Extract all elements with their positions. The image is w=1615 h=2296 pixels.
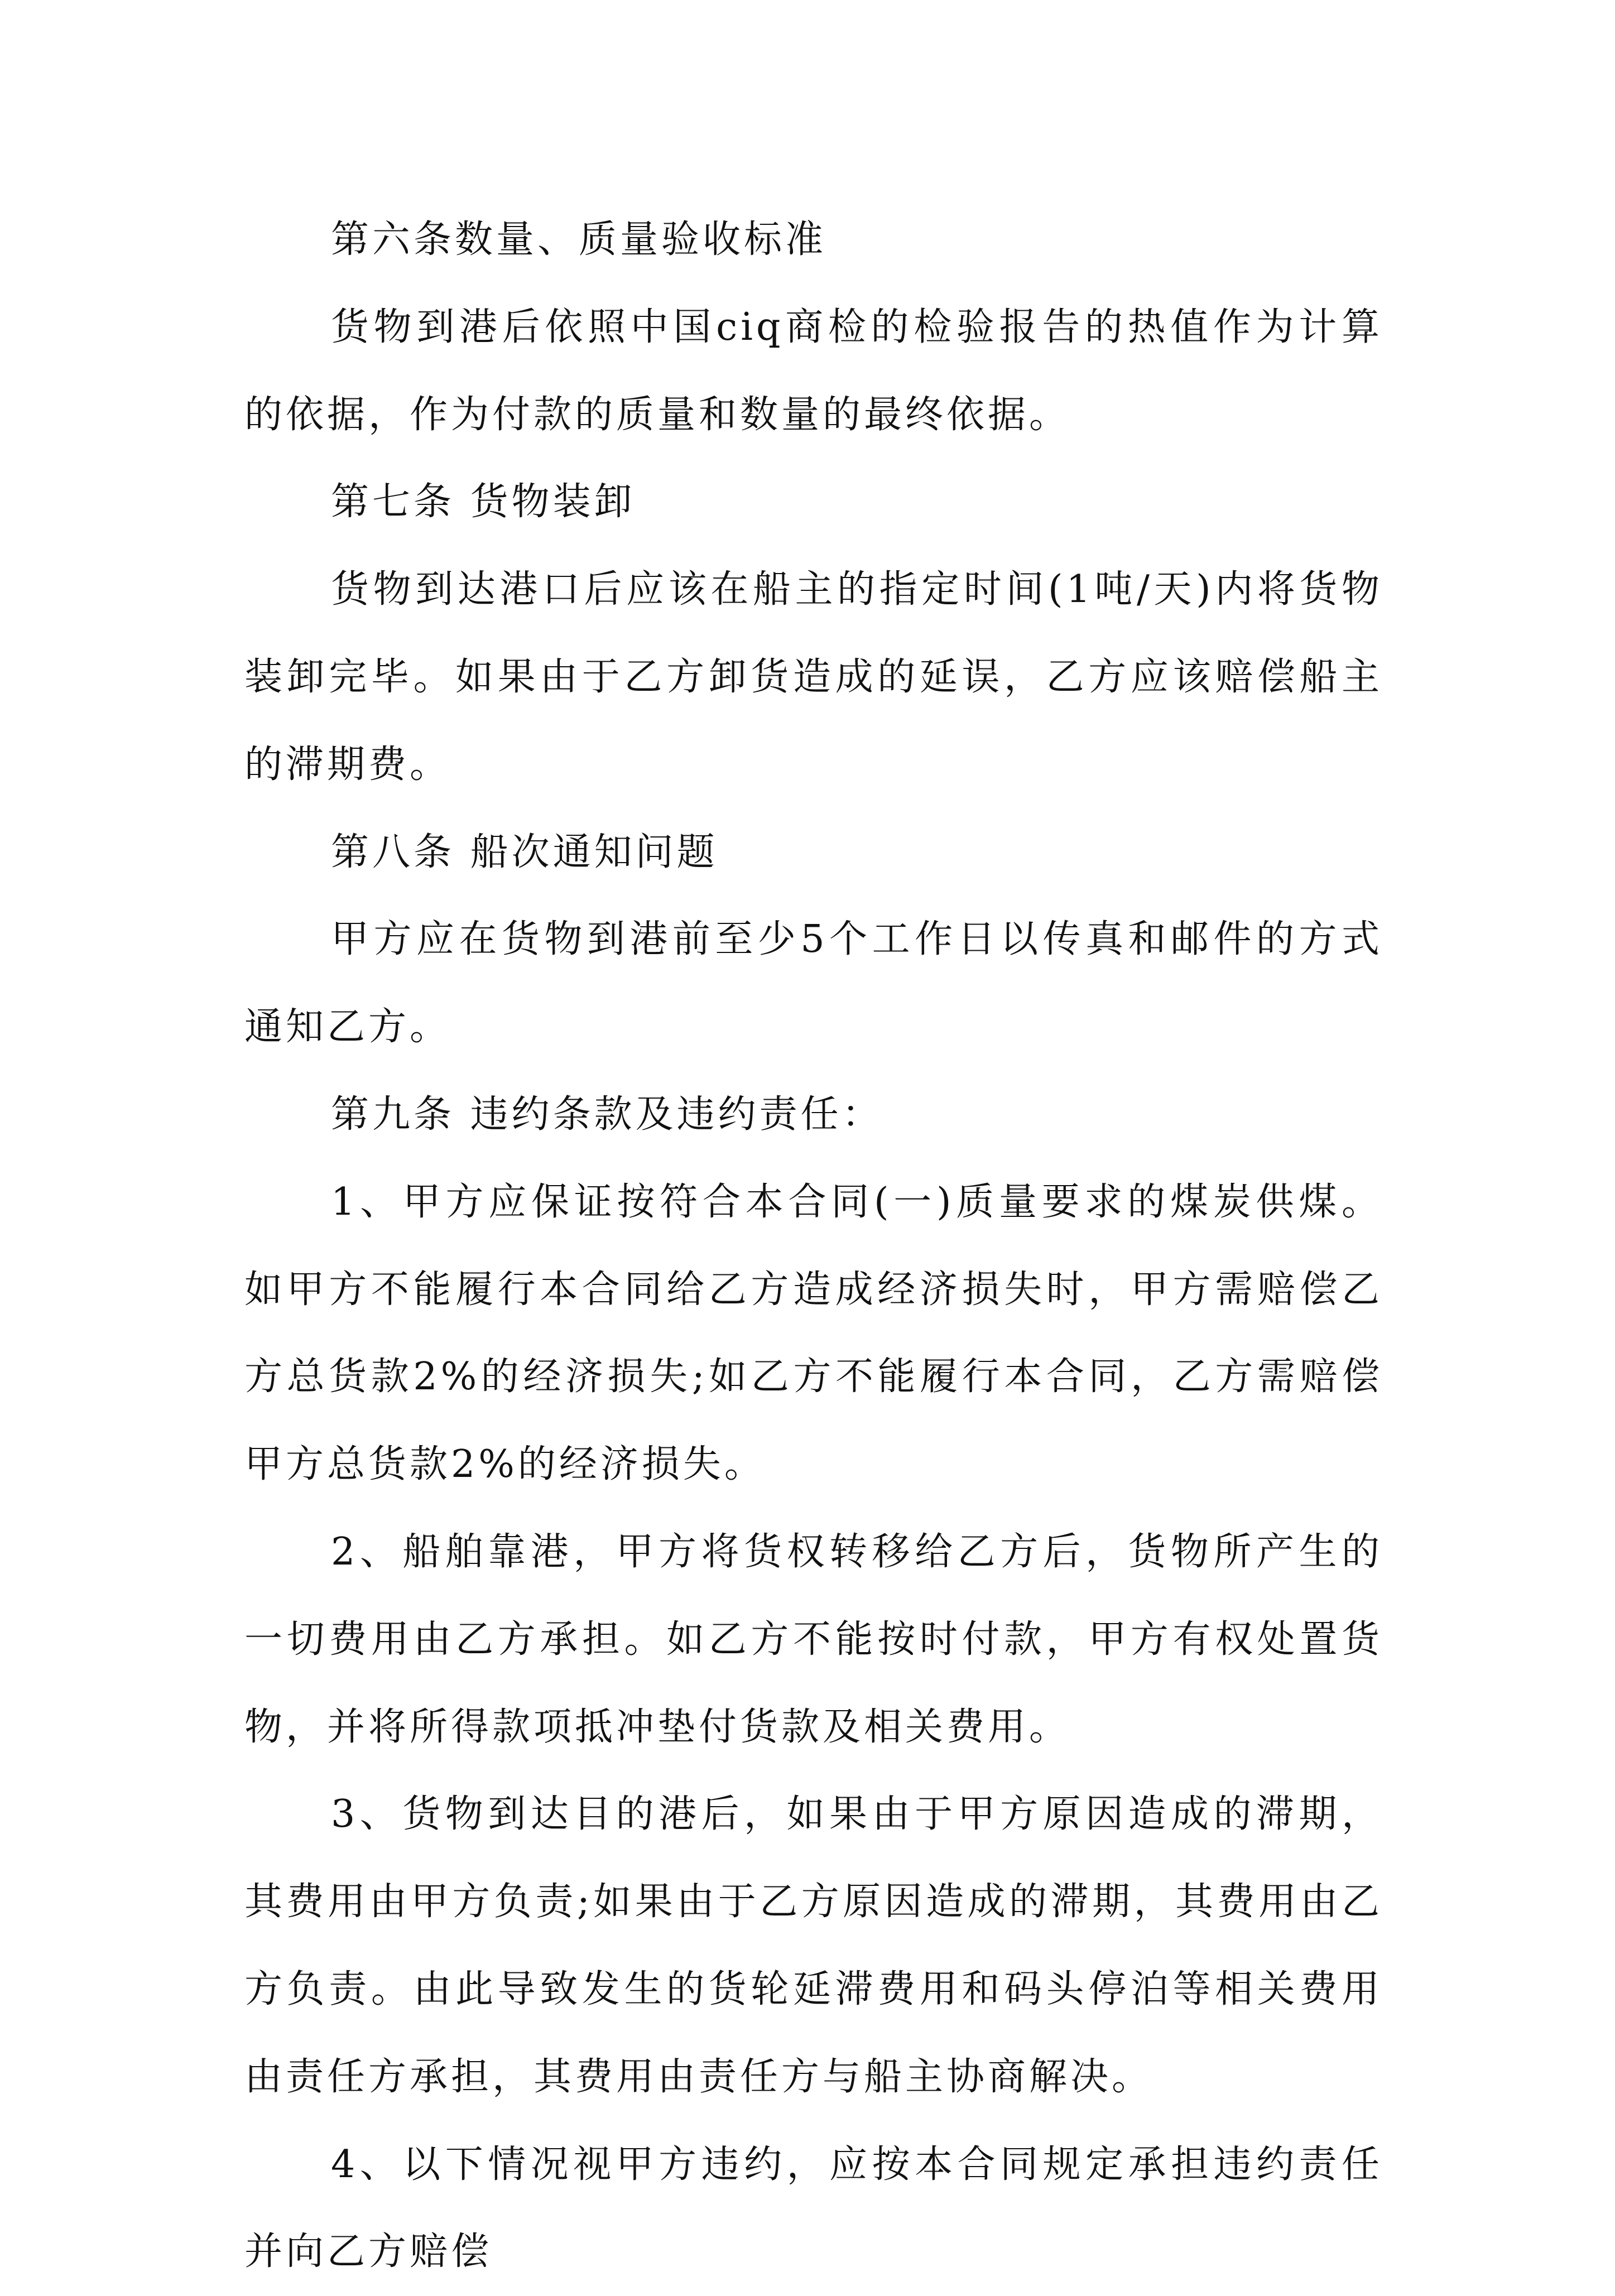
- article-9-clause-1: 1、甲方应保证按符合本合同(一)质量要求的煤炭供煤。如甲方不能履行本合同给乙方造成经济损失时，甲方需赔偿乙方总货款2%的经济损失;如乙方不能履行本合同，乙方需赔偿甲方总货款2%的经济损失。: [244, 1180, 1383, 1487]
- article-6-heading: 第六条数量、质量验收标准: [331, 218, 827, 262]
- article-7-heading: 第七条 货物装卸: [331, 480, 636, 524]
- article-9-heading: 第九条 违约条款及违约责任：: [331, 1092, 883, 1137]
- article-6-body: 货物到港后依照中国ciq商检的检验报告的热值作为计算的依据，作为付款的质量和数量的最终依据。: [244, 305, 1383, 437]
- article-8-body: 甲方应在货物到港前至少5个工作日以传真和邮件的方式通知乙方。: [244, 917, 1383, 1050]
- document-body: [244, 196, 1383, 2296]
- article-9-clause-4: 4、以下情况视甲方违约，应按本合同规定承担违约责任并向乙方赔偿: [244, 2142, 1383, 2274]
- article-9-clause-2: 2、船舶靠港，甲方将货权转移给乙方后，货物所产生的一切费用由乙方承担。如乙方不能按时付款，甲方有权处置货物，并将所得款项抵冲垫付货款及相关费用。: [244, 1529, 1383, 1749]
- article-9-clause-3: 3、货物到达目的港后，如果由于甲方原因造成的滞期，其费用由甲方负责;如果由于乙方原因造成的滞期，其费用由乙方负责。由此导致发生的货轮延滞费用和码头停泊等相关费用由责任方承担，其费用由责任方与船主协商解决。: [244, 1792, 1383, 2099]
- article-8-heading: 第八条 船次通知问题: [331, 830, 718, 874]
- article-7-body: 货物到达港口后应该在船主的指定时间(1吨/天)内将货物装卸完毕。如果由于乙方卸货造成的延误，乙方应该赔偿船主的滞期费。: [244, 567, 1383, 787]
